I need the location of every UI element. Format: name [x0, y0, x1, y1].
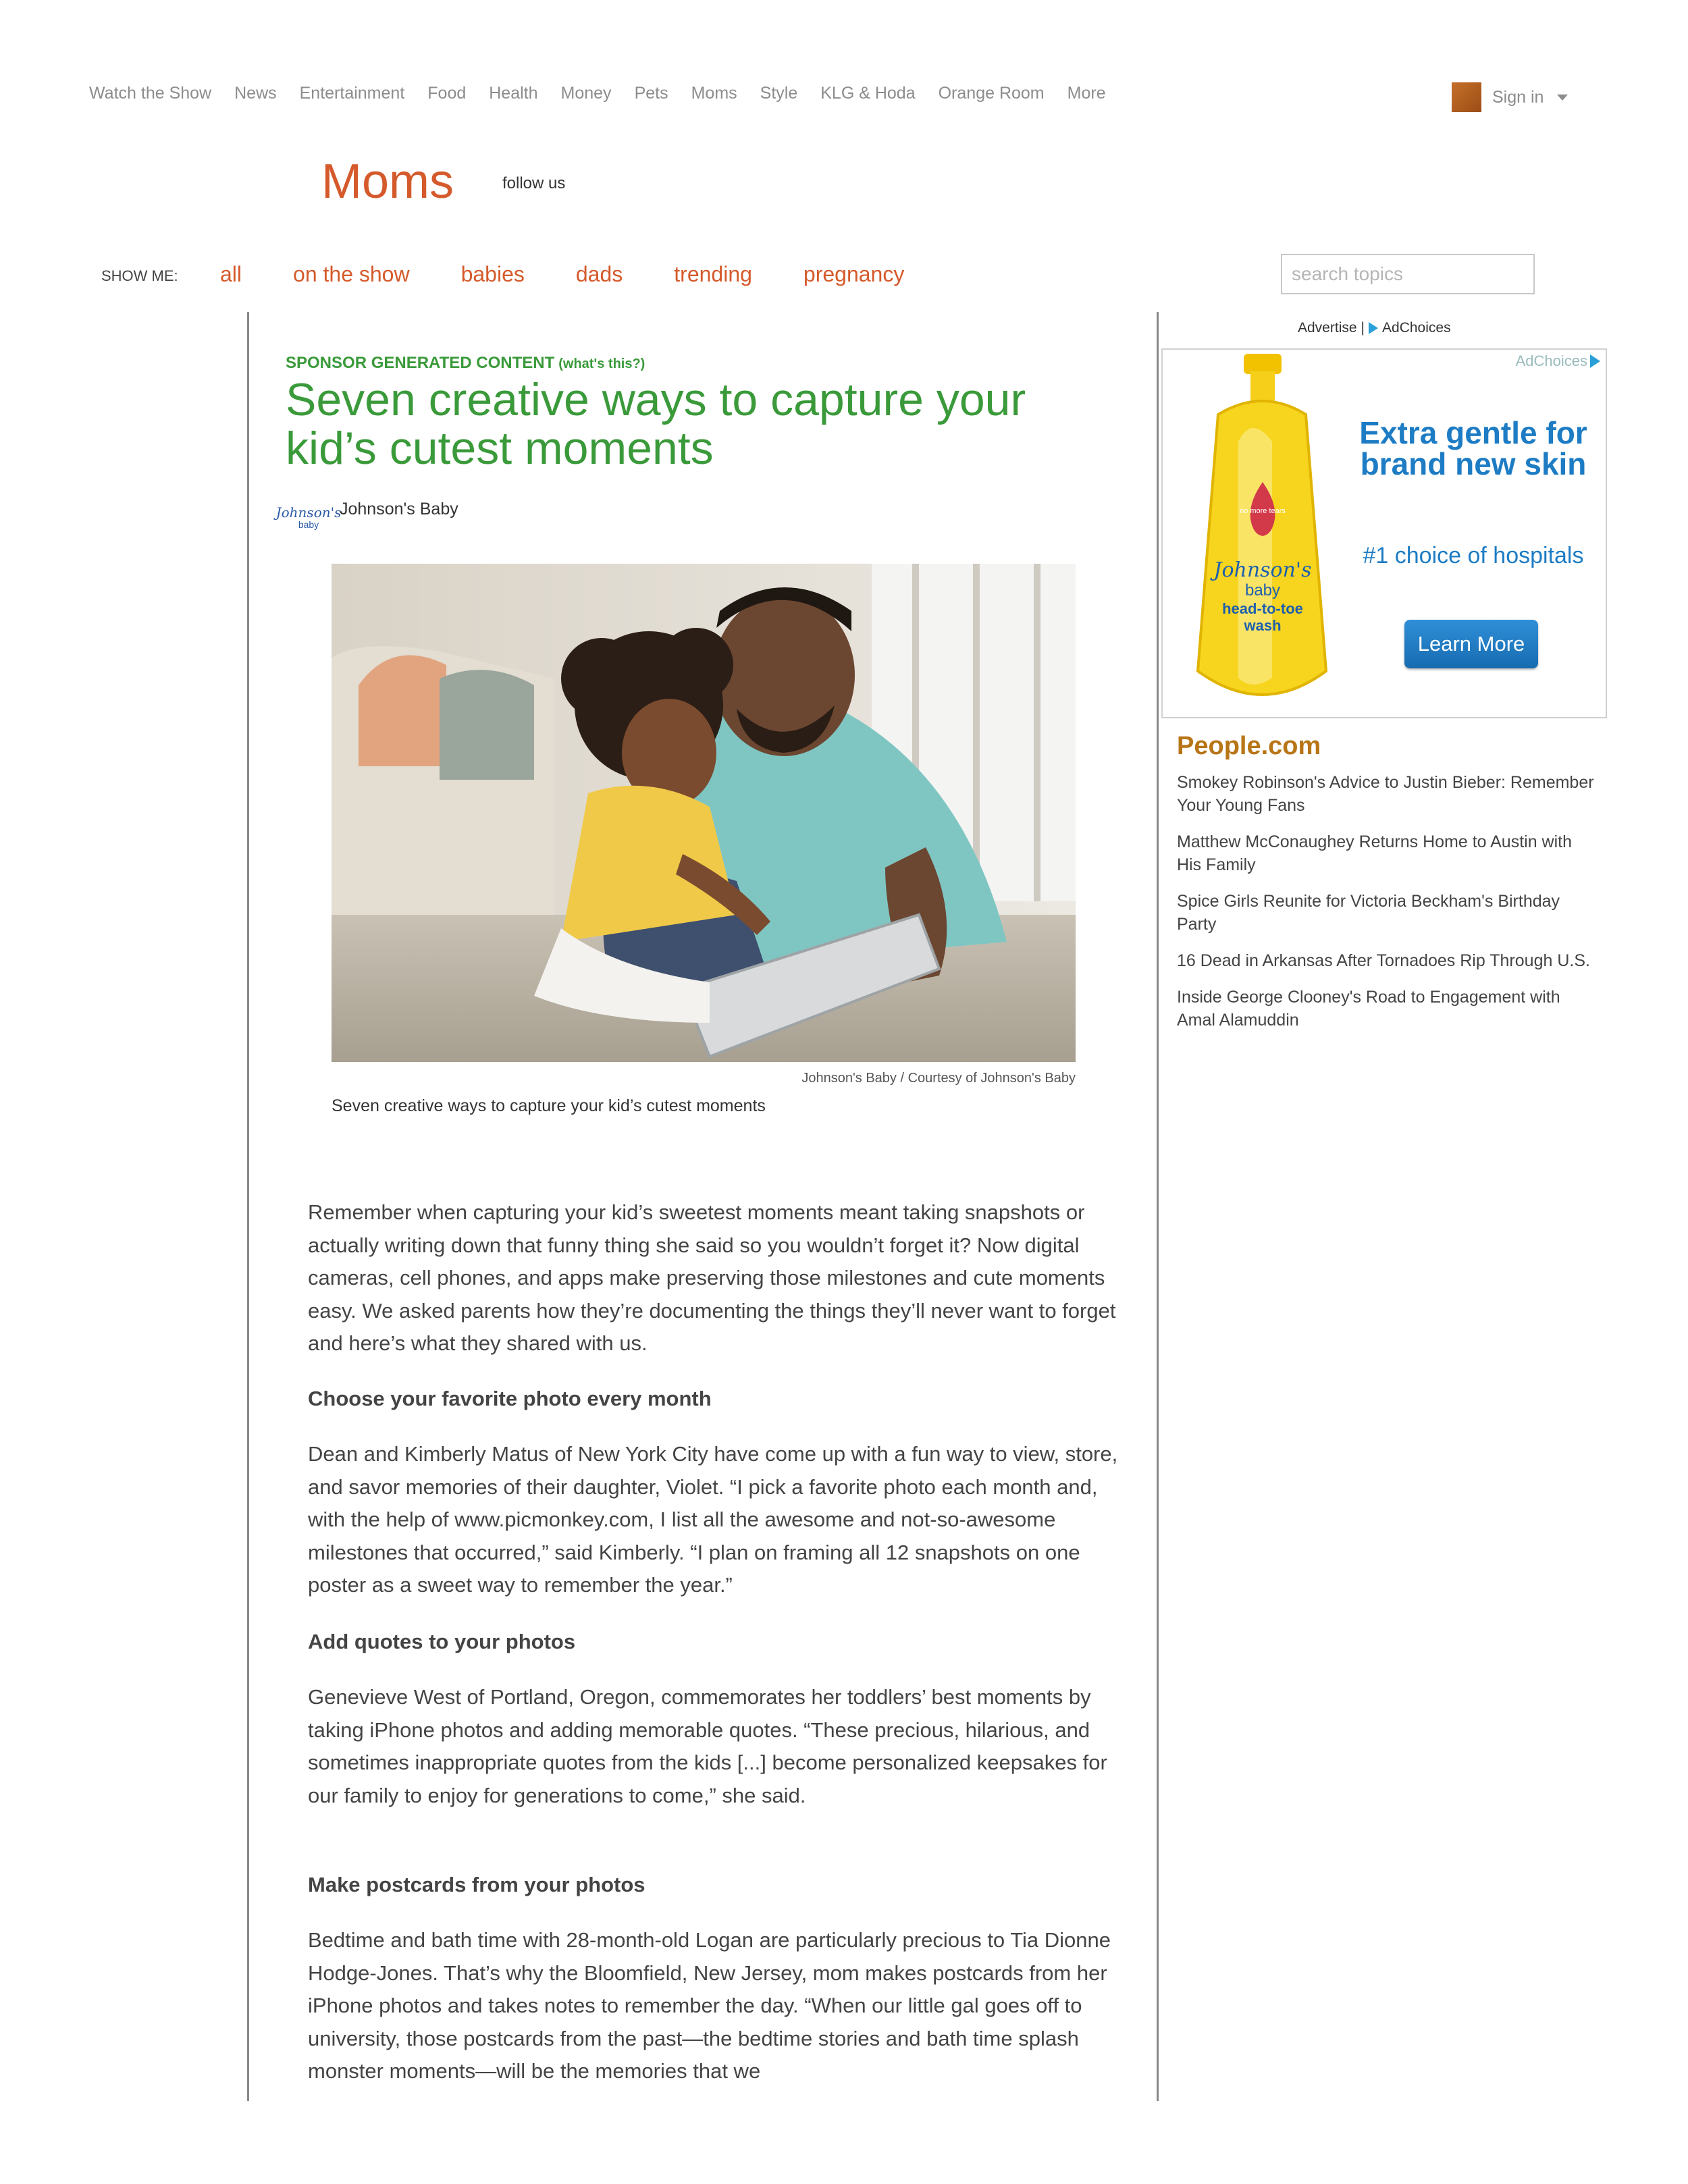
- people-com-title[interactable]: People.com: [1177, 732, 1321, 760]
- separator: |: [1361, 320, 1365, 336]
- filter-babies[interactable]: babies: [460, 262, 525, 286]
- top-nav: [89, 84, 1106, 103]
- ad-choices-label: AdChoices: [1515, 352, 1587, 369]
- nav-orange-room[interactable]: Orange Room: [938, 84, 1045, 103]
- article-intro: Remember when capturing your kid’s sweetest moments meant taking snapshots or actually writing down that funny thing she said so you wouldn’t forget it? Now digital cameras, cell phones, and apps make preserving those milestones and cute moments easy. We asked parents how they’re documenting the things they’ll never want to forget and here’s what they shared with us.: [308, 1200, 1116, 1355]
- ad-links: [1298, 320, 1451, 336]
- bottle-label-2: Johnson's: [1213, 558, 1312, 582]
- ad-subline: #1 choice of hospitals: [1363, 543, 1584, 568]
- filter-all[interactable]: all: [220, 262, 242, 286]
- section-heading-3: Make postcards from your photos: [308, 1873, 645, 1896]
- nav-news[interactable]: News: [234, 84, 277, 103]
- learn-more-button[interactable]: Learn More: [1404, 620, 1538, 668]
- nav-pets[interactable]: Pets: [634, 84, 668, 103]
- adchoices-icon: [1590, 354, 1600, 368]
- topic-filters: [220, 262, 904, 287]
- avatar: [1452, 82, 1481, 112]
- section-text-2: Genevieve West of Portland, Oregon, commemorates her toddlers’ best moments by taking iPhone photos and adding memorable quotes. “These precious, hilarious, and sometimes inappropriate quotes from the kids [...] become personalized keepsakes for our family to enjoy for generations to come,” she said.: [308, 1685, 1107, 1807]
- list-item[interactable]: Smokey Robinson's Advice to Justin Bieber: Remember Your Young Fans: [1177, 773, 1594, 815]
- right-column-divider: [1157, 312, 1159, 2101]
- list-item[interactable]: Inside George Clooney's Road to Engagement with Amal Alamuddin: [1177, 988, 1560, 1030]
- list-item[interactable]: 16 Dead in Arkansas After Tornadoes Rip Through U.S.: [1177, 951, 1590, 970]
- sponsor-text: SPONSOR GENERATED CONTENT: [286, 354, 555, 372]
- father-daughter-tablet-photo: [332, 564, 1076, 1062]
- nav-money[interactable]: Money: [560, 84, 612, 103]
- follow-us-link[interactable]: follow us: [502, 174, 566, 192]
- section-text-1: Dean and Kimberly Matus of New York City have come up with a fun way to view, store, and savor memories of their daughter, Violet. “I pick a favorite photo each month and, with the help of www.picmonkey.com, I list all the awesome and not-so-awesome milestones that occurred,” said Kimberly. “I plan on framing all 12 snapshots on one poster as a sweet way to remember the year.”: [308, 1442, 1118, 1597]
- adchoices-icon: [1369, 322, 1378, 334]
- bottle-label-4: head-to-toe: [1222, 600, 1303, 617]
- section-title[interactable]: Moms: [321, 155, 454, 209]
- sign-in-menu[interactable]: [1452, 82, 1568, 112]
- whats-this-link[interactable]: (what's this?): [558, 356, 645, 371]
- search-box: [1281, 254, 1535, 294]
- logo-line-1: Johnson's: [275, 504, 342, 521]
- bottle-label-1: no more tears: [1240, 507, 1286, 515]
- filter-pregnancy[interactable]: pregnancy: [803, 262, 905, 286]
- nav-moms[interactable]: Moms: [691, 84, 737, 103]
- advertise-link[interactable]: Advertise: [1298, 320, 1357, 336]
- author-name[interactable]: Johnson's Baby: [340, 500, 458, 518]
- nav-food[interactable]: Food: [427, 84, 467, 103]
- sponsor-label: [286, 354, 645, 373]
- section-text-3: Bedtime and bath time with 28-month-old Logan are particularly precious to Tia Dionne Hodge-Jones. That’s why the Bloomfield, New Jersey, mom makes postcards from her iPhone photos and takes notes to remember the day. “When our little gal goes off to university, those postcards from the past—the bedtime stories and bath time splash monster moments—will be the memories that we: [308, 1928, 1111, 2083]
- article-headline: Seven creative ways to capture your kid’s cutest moments: [286, 374, 1026, 474]
- filter-dads[interactable]: dads: [575, 262, 623, 286]
- people-links-list: [1177, 771, 1595, 1045]
- show-me-label: SHOW ME:: [101, 267, 178, 284]
- nav-more[interactable]: More: [1067, 84, 1106, 103]
- shampoo-bottle-icon: [1171, 354, 1353, 718]
- bottle-label-3: baby: [1244, 581, 1281, 600]
- image-credit: Johnson's Baby / Courtesy of Johnson's Baby: [801, 1071, 1076, 1086]
- hero-image: [332, 564, 1076, 1062]
- nav-entertainment[interactable]: Entertainment: [299, 84, 405, 103]
- filter-trending[interactable]: trending: [674, 262, 752, 286]
- bottle-label-5: wash: [1244, 617, 1282, 634]
- left-column-divider: [247, 312, 249, 2101]
- section-heading-2: Add quotes to your photos: [308, 1630, 576, 1653]
- nav-health[interactable]: Health: [489, 84, 538, 103]
- nav-watch-the-show[interactable]: Watch the Show: [89, 84, 212, 103]
- johnsons-ad[interactable]: [1161, 348, 1607, 718]
- chevron-down-icon: [1557, 95, 1568, 101]
- list-item[interactable]: Spice Girls Reunite for Victoria Beckham's Birthday Party: [1177, 892, 1560, 934]
- nav-klg-hoda[interactable]: KLG & Hoda: [820, 84, 916, 103]
- johnsons-baby-logo: [275, 496, 342, 539]
- list-item[interactable]: Matthew McConaughey Returns Home to Austin with His Family: [1177, 832, 1572, 874]
- ad-choices-badge[interactable]: [1516, 352, 1600, 370]
- nav-style[interactable]: Style: [760, 84, 798, 103]
- ad-headline: Extra gentle for brand new skin: [1359, 415, 1587, 481]
- search-input[interactable]: [1282, 255, 1533, 293]
- section-heading-1: Choose your favorite photo every month: [308, 1387, 712, 1410]
- logo-line-2: baby: [298, 519, 319, 530]
- sign-in-label: Sign in: [1492, 87, 1544, 107]
- filter-on-the-show[interactable]: on the show: [293, 262, 410, 286]
- image-caption: Seven creative ways to capture your kid’s cutest moments: [332, 1096, 766, 1115]
- adchoices-link[interactable]: AdChoices: [1382, 320, 1451, 336]
